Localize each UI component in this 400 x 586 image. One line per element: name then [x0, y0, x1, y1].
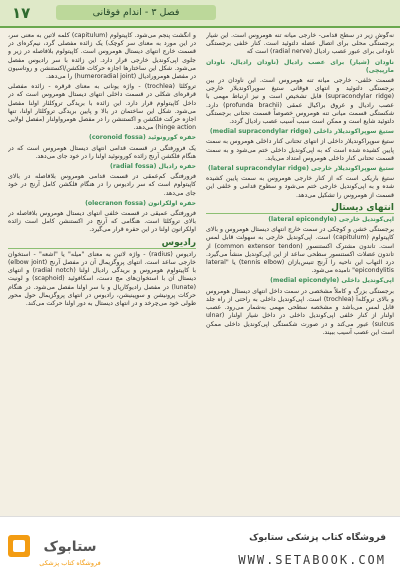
paragraph: فرورفتگی عمیقی در قسمت خلفی انتهای دیستال هومروس بلافاصله در بالای تروکلئا است. هنگامی که آرنج در اکستنشن کامل است زائده اولکرانون اولنا در این حفره قرار می‌گیرد.: [8, 210, 196, 234]
highlight-term: اپی‌کوندیل خارجی (lateral epicondyle): [268, 216, 394, 224]
highlight-term: ناودان (شیار) برای عصب رادیال (ناودان رادیال، ناودان مارپیچی): [206, 58, 394, 74]
highlight-term: حفره اولکرانون (olecranon fossa): [85, 199, 196, 207]
paragraph: و انگشت پنجم می‌شود. کاپیتولوم (capitulum) کلمه لاتین به معنی سر، در این مورد به معنای سر کوچک) یک زائده مفصلی گرد، نیم‌کره‌ای در قسمت خارج انتهای دیستال هومروس است. کاپیتولوم بلافاصله در زیر و جلوی اپی‌کوندیل خارجی قرار دارد. این زائده با سر رادیوس مفصل می‌شود. شکل این ساختارها اجازه حرکات فلکشن/اکستنشن و روتاسیون در مفصل هومرورادیال (humeroradial joint) را می‌دهد.: [8, 32, 196, 81]
paragraph: رادیوس (radius) - واژه لاتین به معنای "میله" یا "اشعه" - استخوان خارجی ساعد است. انتهای پروگزیمال آن در مفصل آرنج (elbow joint) با کاپیتولوم هومروس و بریدگی رادیال اولنا (radial notch) و انتهای دیستال آن با استخوان‌های مچ دست، اسکافوئید (scaphoid) و لونیت (lunate) در مفصل رادیوکارپال و با سر اولنا مفصل می‌شود. در هنگام حرکات پرونیشن و سوپینیشن، رادیوس در انتهای پروگزیمال حول محور طولی خود می‌چرخد و در انتهای دیستال به دور اولنا حرکت می‌کند.: [8, 250, 196, 308]
highlight-term: اپی‌کوندیل داخلی (medial epicondyle): [270, 277, 394, 285]
highlight-term: حفره رادیال (radial fossa): [110, 163, 196, 171]
paragraph: برجستگی بزرگ و کاملاً مشخصی در سمت داخل انتهای دیستال هومروس و بالای تروکله‌آ (trochlea) است. اپی‌کوندیل داخلی به راحتی از راه جلد قابل لمس می‌باشد و مشخصه سطحی مهمی به‌شمار می‌رود. عصب اولنار از کنار خلفی اپی‌کوندیل داخلی در داخل شیار اولنار (ulnar sulcus) عبور می‌کند و در صورت شکستگی اپی‌کوندیل داخلی ممکن است این عصب آسیب ببیند.: [206, 287, 394, 336]
logo-text: ستابوک: [43, 539, 97, 555]
paragraph: نه‌گوش زیر در سطح قدامی- خارجی میانه تنه هومروس است. این شیار برجستگی محلی برای اتصال عضله دلتوئید است. کنار خلفی برجستگی ناودانی برای عبور عصب رادیال (radial nerve) است که: [206, 32, 394, 56]
store-name: فروشگاه کتاب پزشکی ستابوک: [249, 533, 386, 543]
highlight-term: حفره کورونوئید (coronoid fossa): [89, 134, 196, 142]
website-link[interactable]: WWW.SETABOOK.COM: [238, 553, 386, 567]
left-column: [8, 32, 196, 487]
paragraph: قسمت خلفی- خارجی میانه تنه هومروس است. این ناودان در بین برجستگی دلتوئید و انتهای فوقانی ستیغ سوپراکوندیلار خارجی (supracondylar ridge) قابل تشخیص است و نیز ارتباط مهمی با عصب رادیال و عروق براکیال عمقی (profunda brachii) دارد. شکستگی قسمت میانی تنه هومروس خصوصاً قسمت تحتانی برجستگی دلتوئید شایع است و ممکن است سبب آسیب عصب رادیال گردد.: [206, 77, 394, 126]
setabook-logo-icon[interactable]: [8, 529, 108, 575]
page-header: [0, 0, 400, 28]
chapter-title: فصل ۳ - اندام فوقانی: [56, 5, 216, 20]
paragraph: تروکلئا (trochlea) - واژه یونانی به معنای قرقره - زائده مفصلی قرقره‌ای شکلی در قسمت داخلی انتهای دیستال هومروس است که در داخل کاپیتولوم قرار دارد. این زائده با بریدگی تروکلئار اولنا مفصل می‌شود. شکل این ساختمان در بالا و پایین بریدگی تروکلئار اولنا، تنها اجازه حرکت فلکشن و اکستنشن را در مفصل هومرواولنار (مفصل لولایی hinge action) می‌دهد.: [8, 83, 196, 132]
paragraph: ستیغ باریکی است که از کنار خارجی هومروس به سمت پایین کشیده شده و به اپی‌کوندیل خارجی ختم می‌شود و سطوح قدامی و خلفی این قسمت از هومروس را تشکیل می‌دهد.: [206, 175, 394, 199]
highlight-term: ستیغ سوپراکوندیلار خارجی (lateral supracondylar ridge): [208, 165, 394, 173]
paragraph: فرورفتگی کم‌عمقی در قسمت قدامی هومروس بلافاصله در بالای کاپیتولوم است که سر رادیوس را در هنگام فلکشن کامل آرنج در خود جای می‌دهد.: [8, 173, 196, 197]
section-heading: انتهای دیستال: [206, 204, 394, 214]
page-number: ۱۷: [12, 4, 31, 22]
highlight-term: ستیغ سوپراکوندیلار داخلی (medial supracondylar ridge): [209, 128, 394, 136]
paragraph: یک فرورفتگی در قسمت قدامی انتهای دیستال هومروس است که در هنگام فلکشن آرنج زائده کورونوئید اولنا را در خود جای می‌دهد.: [8, 144, 196, 160]
logo-mark-inner: [13, 540, 25, 552]
store-footer: [0, 516, 400, 586]
paragraph: برجستگی خشن و کوچکی در سمت خارج انتهای دیستال هومروس و بالای کاپیتولوم (capitulum) است. اپی‌کوندیل خارجی به سهولت قابل لمس است. تاندون مشترک اکستنسور (common extensor tendon) از تاندون عضلات اکستنسور سطحی ساعد از این اپی‌کوندیل منشأ می‌گیرد. درد التهاب این ناحیه را آرنج تنیس‌بازان (tennis elbow) یا "lateral epicondylitis" نامیده می‌شود.: [206, 226, 394, 275]
section-heading: رادیوس: [8, 239, 196, 249]
right-column: [206, 32, 394, 487]
logo-subtext: فروشگاه کتاب پزشکی: [39, 559, 101, 567]
paragraph: ستیغ سوپراکوندیلار داخلی از انتهای تحتانی کنار داخلی هومروس به سمت پایین کشیده شده است که به اپی‌کوندیل داخلی ختم می‌شود و به سمت قسمت تحتانی کنار داخلی هومروس امتداد می‌یابد.: [206, 138, 394, 162]
